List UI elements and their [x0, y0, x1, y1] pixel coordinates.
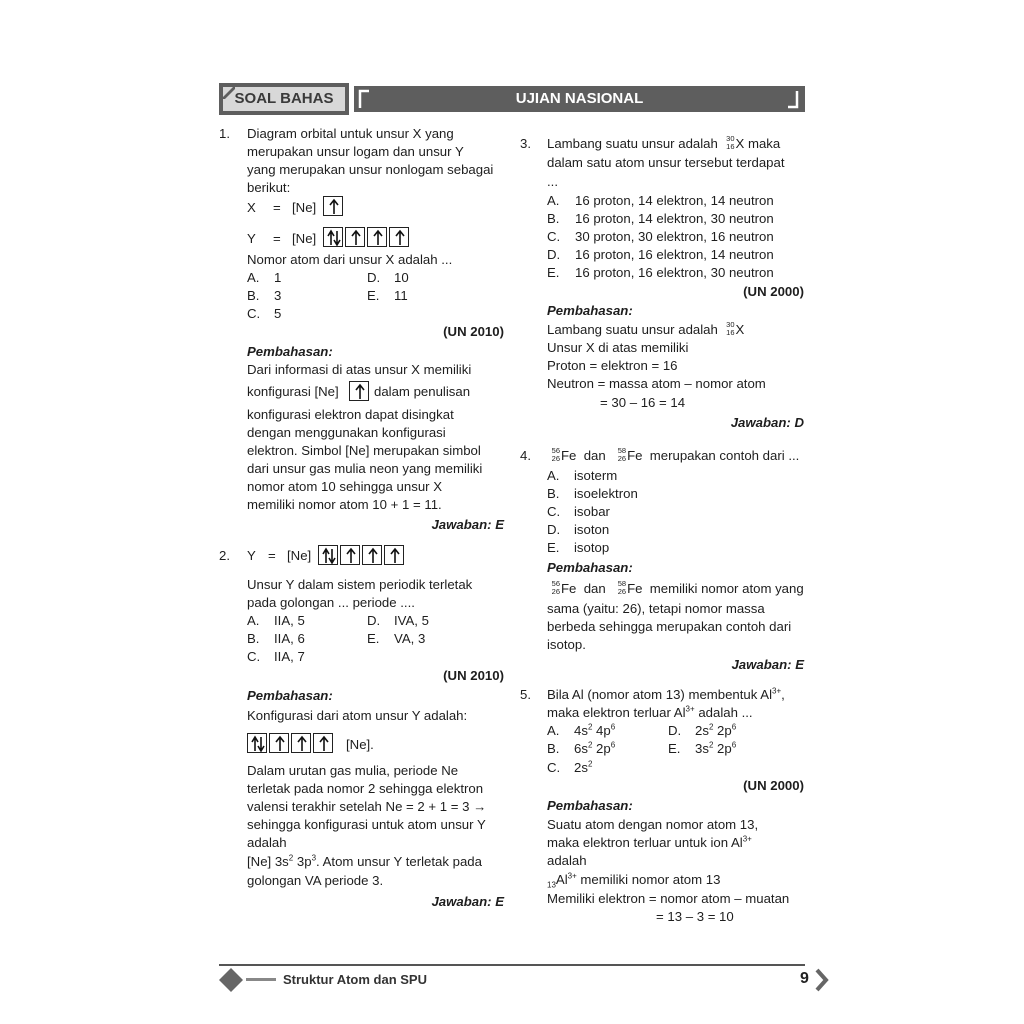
q5-option-sup: 2	[708, 740, 714, 750]
q3-option-key: C.	[547, 229, 561, 244]
q1-stem-line: Diagram orbital untuk unsur X yang	[247, 126, 454, 141]
q2-answer: Jawaban: E	[431, 894, 504, 909]
q4-option-text: isotop	[574, 540, 610, 555]
q5-stem-text: ,	[781, 687, 785, 702]
atomic-number: 16	[726, 142, 735, 151]
element-symbol: X	[735, 136, 745, 151]
q2-explanation-line: [Ne].	[346, 737, 374, 752]
q1-x-label: X	[247, 200, 256, 215]
q1-explanation-line: konfigurasi elektron dapat disingkat	[247, 407, 454, 422]
q3-option-text: 30 proton, 30 elektron, 16 neutron	[575, 229, 774, 244]
element-symbol: Fe	[627, 448, 643, 463]
orbital-up-box	[340, 545, 360, 565]
q5-option-key: C.	[547, 760, 561, 775]
q5-option-part: 4p	[592, 723, 611, 738]
q2-option-text: IVA, 5	[394, 613, 429, 628]
q3-number: 3.	[520, 136, 531, 151]
q1-option-text: 1	[274, 270, 282, 285]
element-symbol: Fe	[627, 581, 643, 596]
q5-option-part: 2s	[574, 760, 588, 775]
orbital-up-box	[345, 227, 365, 247]
ion-charge: 3+	[685, 704, 695, 714]
atomic-number: 13	[547, 880, 556, 890]
q3-stem-line: dalam satu atom unsur tersebut terdapat	[547, 155, 785, 170]
q2-y-eq: =	[268, 548, 276, 563]
q4-explanation-line: isotop.	[547, 637, 586, 652]
q2-option-key: E.	[367, 631, 380, 646]
ion-charge: 3+	[567, 871, 577, 881]
q3-stem-text: Lambang suatu unsur adalah	[547, 136, 718, 151]
q2-option-text: IIA, 6	[274, 631, 305, 646]
q5-stem-text: adalah ...	[694, 705, 753, 720]
q4-isotope-1	[547, 447, 561, 465]
q2-explanation-line: sehingga konfigurasi untuk atom unsur Y	[247, 817, 486, 832]
q4-answer: Jawaban: E	[731, 657, 804, 672]
q3-option-text: 16 proton, 16 elektron, 30 neutron	[575, 265, 774, 280]
orbital-up-box	[389, 227, 409, 247]
q3-answer: Jawaban: D	[730, 415, 804, 430]
q1-y-label: Y	[247, 231, 256, 246]
q2-option-text: IIA, 7	[274, 649, 305, 664]
q5-option-text	[574, 740, 615, 758]
q5-option-part: 2s	[695, 723, 709, 738]
q1-option-key: B.	[247, 288, 260, 303]
q5-option-sup: 2	[587, 759, 593, 769]
q4-explanation-line	[547, 580, 804, 598]
mass-number: 56	[551, 579, 560, 588]
q5-option-text	[695, 740, 736, 758]
q5-option-key: A.	[547, 723, 560, 738]
mass-number: 30	[726, 134, 735, 143]
q1-option-key: D.	[367, 270, 381, 285]
bracket-right-icon	[786, 88, 800, 110]
ion-charge: 3+	[742, 834, 752, 844]
q5-option-key: D.	[668, 723, 682, 738]
q2-stem-line: pada golongan ... periode ....	[247, 595, 415, 610]
q2-explanation-line: terletak pada nomor 2 sehingga elektron	[247, 781, 484, 796]
q2-explanation-line: Konfigurasi dari atom unsur Y adalah:	[247, 708, 468, 723]
q1-exp-orbital-diagram	[349, 381, 371, 401]
q2-exp-orbital-diagram	[247, 733, 335, 753]
q2-config-text: 3p	[293, 854, 312, 869]
q4-stem-text: merupakan contoh dari ...	[649, 448, 800, 463]
q5-number: 5.	[520, 687, 531, 702]
orbital-up-box	[323, 196, 343, 216]
q2-option-key: B.	[247, 631, 260, 646]
q3-option-text: 16 proton, 14 elektron, 30 neutron	[575, 211, 774, 226]
q5-option-sup: 2	[587, 722, 593, 732]
q1-number: 1.	[219, 126, 230, 141]
q1-explanation-line: Dari informasi di atas unsur X memiliki	[247, 362, 472, 377]
orbital-paired-box	[323, 227, 343, 247]
q2-option-text: VA, 3	[394, 631, 426, 646]
q3-explanation-line: Neutron = massa atom – nomor atom	[547, 376, 766, 391]
q5-explanation-line	[547, 871, 720, 889]
q5-option-text	[574, 722, 615, 740]
q5-option-sup: 6	[731, 722, 737, 732]
q5-option-part: 2p	[592, 741, 611, 756]
q1-option-key: E.	[367, 288, 380, 303]
atomic-number: 26	[617, 587, 627, 596]
q4-option-key: B.	[547, 486, 560, 501]
element-symbol: X	[735, 322, 745, 337]
q5-option-sup: 6	[610, 722, 616, 732]
diamond-icon	[217, 966, 247, 996]
q5-explanation-line	[547, 834, 752, 852]
q2-pembahasan-label: Pembahasan:	[247, 688, 333, 703]
corner-fold-icon	[221, 85, 237, 101]
header-tab-label: SOAL BAHAS	[234, 90, 334, 107]
q1-y-eq: =	[273, 231, 281, 246]
orbital-up-box	[313, 733, 333, 753]
q4-option-key: A.	[547, 468, 560, 483]
q4-option-key: C.	[547, 504, 561, 519]
mass-number: 56	[551, 446, 560, 455]
q4-pembahasan-label: Pembahasan:	[547, 560, 633, 575]
element-symbol: Al	[555, 872, 568, 887]
element-symbol: Fe	[561, 581, 577, 596]
q2-explanation-line: Dalam urutan gas mulia, periode Ne	[247, 763, 459, 778]
mass-number: 30	[726, 320, 735, 329]
q4-exp-text: memiliki nomor atom yang	[649, 581, 804, 596]
q5-option-part: 3s	[695, 741, 709, 756]
q3-option-key: A.	[547, 193, 560, 208]
q3-option-text: 16 proton, 16 elektron, 14 neutron	[575, 247, 774, 262]
q1-explanation-line: dengan menggunakan konfigurasi	[247, 425, 446, 440]
q3-explanation-line: = 30 – 16 = 14	[600, 395, 686, 410]
q5-explanation-line: adalah	[547, 853, 587, 868]
q5-option-key: E.	[668, 741, 681, 756]
q5-exp-text: memiliki nomor atom 13	[576, 872, 721, 887]
q5-option-part: 2p	[713, 741, 732, 756]
q1-option-key: C.	[247, 306, 261, 321]
q2-orbital-diagram	[318, 545, 406, 565]
footer-rule	[219, 964, 805, 966]
orbital-up-box	[362, 545, 382, 565]
q2-option-key: D.	[367, 613, 381, 628]
q5-option-sup: 6	[731, 740, 737, 750]
q1-stem-line: yang merupakan unsur nonlogam sebagai	[247, 162, 494, 177]
element-symbol: Fe	[561, 448, 577, 463]
q2-explanation-config-line	[247, 853, 482, 871]
q1-explanation-line: dari unsur gas mulia neon yang memiliki	[247, 461, 483, 476]
orbital-paired-box	[247, 733, 267, 753]
q1-option-text: 3	[274, 288, 282, 303]
atomic-number: 26	[617, 454, 627, 463]
q3-stem-line	[547, 135, 780, 153]
q2-config-sup: 3	[311, 853, 317, 863]
q3-option-key: D.	[547, 247, 561, 262]
orbital-up-box	[269, 733, 289, 753]
q3-option-key: B.	[547, 211, 560, 226]
q5-option-sup: 2	[587, 740, 593, 750]
orbital-up-box	[349, 381, 369, 401]
q4-option-text: isoterm	[574, 468, 618, 483]
q1-explanation-line: dalam penulisan	[374, 384, 471, 399]
q5-stem-line	[547, 686, 785, 704]
q4-option-text: isoelektron	[574, 486, 638, 501]
q4-explanation-line: sama (yaitu: 26), tetapi nomor massa	[547, 601, 765, 616]
q2-explanation-line: golongan VA periode 3.	[247, 873, 384, 888]
q4-option-text: isobar	[574, 504, 610, 519]
q1-x-ne: [Ne]	[292, 200, 317, 215]
q1-answer: Jawaban: E	[431, 517, 504, 532]
q5-option-text	[695, 722, 736, 740]
q3-stem-line: ...	[547, 174, 558, 189]
mass-number: 58	[617, 579, 627, 588]
q1-x-orbital-diagram	[323, 196, 345, 216]
q1-explanation-line: nomor atom 10 sehingga unsur X	[247, 479, 442, 494]
q5-pembahasan-label: Pembahasan:	[547, 798, 633, 813]
header-title: UJIAN NASIONAL	[515, 90, 644, 107]
q3-exp-isotope	[722, 321, 736, 339]
q4-exp-isotope-2	[613, 580, 627, 598]
q5-source: (UN 2000)	[743, 778, 804, 793]
q5-option-part: 4s	[574, 723, 588, 738]
q3-source: (UN 2000)	[743, 284, 804, 299]
q1-option-key: A.	[247, 270, 260, 285]
q1-pembahasan-label: Pembahasan:	[247, 344, 333, 359]
q2-stem-line: Unsur Y dalam sistem periodik terletak	[247, 577, 473, 592]
q3-pembahasan-label: Pembahasan:	[547, 303, 633, 318]
q1-option-text: 5	[274, 306, 282, 321]
q4-exp-isotope-1	[547, 580, 561, 598]
q5-stem-text: maka elektron terluar Al	[547, 705, 686, 720]
q5-option-sup: 6	[610, 740, 616, 750]
q4-option-text: isoton	[574, 522, 610, 537]
q3-isotope-notation	[722, 135, 736, 153]
orbital-up-box	[291, 733, 311, 753]
q1-option-text: 10	[394, 270, 409, 285]
footer-dash	[246, 978, 276, 981]
mass-number: 58	[617, 446, 627, 455]
q4-and-text: dan	[583, 448, 606, 463]
q3-explanation-line: Proton = elektron = 16	[547, 358, 678, 373]
q2-option-key: A.	[247, 613, 260, 628]
q5-stem-line	[547, 704, 753, 722]
q1-source: (UN 2010)	[443, 324, 504, 339]
q5-explanation-line: = 13 – 3 = 10	[656, 909, 734, 924]
q4-and-text: dan	[583, 581, 606, 596]
q2-y-label: Y	[247, 548, 256, 563]
q2-option-key: C.	[247, 649, 261, 664]
q5-option-part: 2p	[713, 723, 732, 738]
q4-explanation-line: berbeda sehingga merupakan contoh dari	[547, 619, 792, 634]
q1-y-orbital-diagram	[323, 227, 411, 247]
q1-explanation-line: konfigurasi [Ne]	[247, 384, 339, 399]
bracket-left-icon	[357, 88, 371, 110]
q4-option-key: D.	[547, 522, 561, 537]
q5-option-key: B.	[547, 741, 560, 756]
q3-option-key: E.	[547, 265, 560, 280]
q2-explanation-line: valensi terakhir setelah Ne = 2 + 1 = 3 →	[247, 799, 487, 814]
orbital-up-box	[367, 227, 387, 247]
q2-config-text: [Ne] 3s	[247, 854, 289, 869]
atomic-number: 26	[551, 454, 560, 463]
q1-explanation-line: memiliki nomor atom 10 + 1 = 11.	[247, 497, 442, 512]
q3-exp-text: Lambang suatu unsur adalah	[547, 322, 718, 337]
q4-number: 4.	[520, 448, 531, 463]
q5-stem-text: Bila Al (nomor atom 13) membentuk Al	[547, 687, 773, 702]
ion-charge: 3+	[772, 686, 782, 696]
footer-chapter-title: Struktur Atom dan SPU	[283, 972, 427, 987]
q5-option-text	[574, 759, 592, 777]
q5-explanation-line: Memiliki elektron = nomor atom – muatan	[547, 891, 790, 906]
orbital-paired-box	[318, 545, 338, 565]
q4-option-key: E.	[547, 540, 560, 555]
q4-stem-line	[547, 447, 799, 465]
q1-question: Nomor atom dari unsur X adalah ...	[247, 252, 453, 267]
q5-explanation-line: Suatu atom dengan nomor atom 13,	[547, 817, 759, 832]
q4-isotope-2	[613, 447, 627, 465]
orbital-up-box	[384, 545, 404, 565]
q1-explanation-line: elektron. Simbol [Ne] merupakan simbol	[247, 443, 481, 458]
q1-option-text: 11	[394, 288, 408, 303]
q1-x-eq: =	[273, 200, 281, 215]
q1-stem-line: berikut:	[247, 180, 291, 195]
chevron-right-icon	[815, 968, 829, 992]
q5-option-sup: 2	[708, 722, 714, 732]
page-number: 9	[800, 970, 809, 987]
atomic-number: 16	[726, 328, 735, 337]
q1-y-ne: [Ne]	[292, 231, 317, 246]
q2-y-ne: [Ne]	[287, 548, 312, 563]
q2-source: (UN 2010)	[443, 668, 504, 683]
q1-stem-line: merupakan unsur logam dan unsur Y	[247, 144, 464, 159]
q3-explanation-line	[547, 321, 744, 339]
q2-explanation-line: adalah	[247, 835, 287, 850]
q3-stem-text: maka	[747, 136, 781, 151]
q3-option-text: 16 proton, 14 elektron, 14 neutron	[575, 193, 774, 208]
q2-number: 2.	[219, 548, 230, 563]
q2-option-text: IIA, 5	[274, 613, 305, 628]
q3-explanation-line: Unsur X di atas memiliki	[547, 340, 689, 355]
q5-exp-text: maka elektron terluar untuk ion Al	[547, 835, 743, 850]
atomic-number: 26	[551, 587, 560, 596]
q2-config-text: . Atom unsur Y terletak pada	[316, 854, 482, 869]
q5-option-part: 6s	[574, 741, 588, 756]
q2-config-sup: 2	[288, 853, 294, 863]
